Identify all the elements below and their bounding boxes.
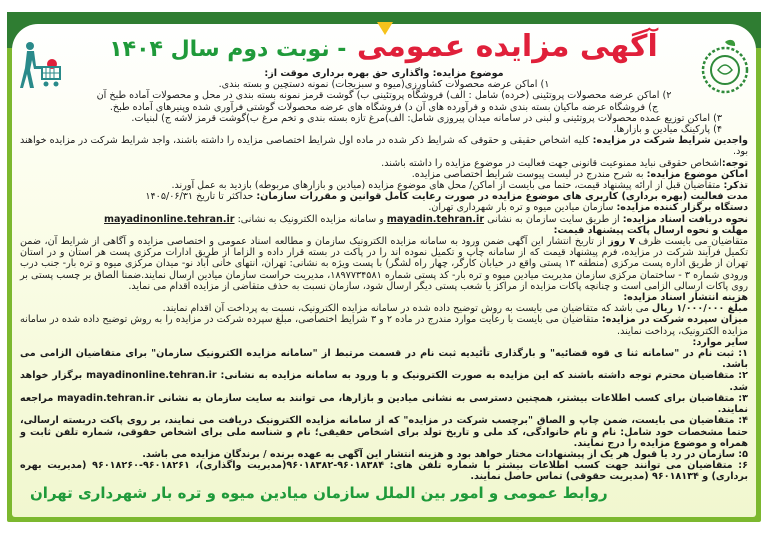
section-label: مدت فعالیت (بهره برداری) کاربری های موضوع مزایده در صورت رعایت کامل قوانین و مقررات سازمان: [256, 191, 748, 203]
section-label: سایر موارد: [692, 336, 748, 348]
site-link[interactable]: mayadin.tehran.ir [386, 213, 485, 225]
section-label: میزان سپرده شرکت در مزایده: [601, 314, 749, 326]
section-label: هزینه انتشار اسناد مزایده: [623, 292, 748, 304]
places-section [20, 169, 748, 180]
cost-text [20, 303, 748, 314]
ad-title [0, 29, 767, 68]
section-text: می باشد که متقاضیان می بایست به روش توضیح داده شده در سامانه مزایده الکترونیک، نسبت به پرداخت آن اقدام نمایند. [162, 303, 652, 315]
other-item: ۲: متقاضیان محترم توجه داشته باشند که این مزایده به صورت الکترونیک و با ورود به سامانه مزایده به نشانی: mayadinonline.tehran.ir برگزار خواهد شد. [20, 370, 748, 393]
section-text: متقاضیان می بایست ظرف [634, 236, 748, 248]
section-label: تذکر: [723, 180, 748, 192]
other-item: ۶: متقاضیان می توانند جهت کسب اطلاعات بیشتر با شماره تلفن های: ۹۶۰۱۸۳۸۴-۹۶۰۱۸۳۸۲(مدیریت واگذاری)، ۹۶۰۱۸۲۶۱-۹۶۰۱۸۲۶۰ (مدیریت بهره برداری) و ۹۶۰۱۸۱۳۴ (مدیریت حقوقی) تماس حاصل نمایند. [20, 460, 748, 483]
section-label: دستگاه برگزار کننده مزایده: [616, 202, 748, 214]
section-label: مهلت و نحوه ارسال پاکت پیشنهاد قیمت: [553, 224, 748, 236]
cost-section [20, 292, 748, 303]
section-text: سازمان میادین میوه و تره بار شهرداری تهران. [428, 202, 617, 214]
section-text: از طریق سایت سازمان به نشانی [484, 213, 623, 225]
organizer-section [20, 202, 748, 213]
subject-item: ج) فروشگاه عرضه ماکیان بسته بندی شده و فرآورده های آن د) فروشگاه های عرضه محصولات گوشتی فرآوری شده وپنیرهای آماده طبخ. [109, 101, 659, 113]
subject-item: ۳) اماکن توزیع عمده محصولات پروتئینی و لبنی در سامانه میدان پیروزی شامل: الف)مرغ تازه بسته بندی و تخم مرغ ب)گوشت قرمز لاشه ج) لبنیات. [131, 112, 722, 124]
documents-section [20, 214, 748, 225]
other-item: ۴: متقاضیان می بایست، ضمن چاپ و الصاق "برچسب شرکت در مزایده" که از سامانه مزایده الکترونیک دریافت می نمایند، بر روی پاکت دربسته ارسالی، حتما مشخصات خود شامل: نام و نام خانوادگی، کد ملی و تاریخ تولد برای اشخاص حقیقی؛ نام و شناسه ملی برای اشخاص حقوقی، شماره تلفن ثابت و همراه و موضوع مزایده را درج نمایند. [20, 415, 748, 449]
cost-amount: مبلغ ۱/۰۰۰/۰۰۰ ریال [651, 303, 748, 315]
subject-item: ۲) اماکن عرضه محصولات پروتئینی (خرده) شامل : الف) فروشگاه پروتئینی ب) گوشت قرمز نمونه بسته بندی در محل و محصولات آماده طبخ آن [96, 90, 672, 102]
other-item: ۵: سازمان در رد یا قبول هر یک از پیشنهادات مختار خواهد بود و هزینه انتشار این آگهی به عهده برنده / برندگان مزایده می باشد. [142, 448, 748, 460]
other-item: ۳: متقاضیان برای کسب اطلاعات بیشتر، همچنین دسترسی به نشانی میادین و بازارها، می توانند به سایت سازمان به نشانی mayadin.tehran.ir مراجعه نمایند. [20, 392, 748, 416]
ad-content [20, 68, 748, 503]
other-section [20, 337, 748, 348]
note-section [20, 158, 748, 169]
section-text: به شرح مندرج در لیست پیوست شرایط اختصاصی مزایده. [411, 168, 647, 180]
section-label: واجدین شرایط شرکت در مزایده: [592, 135, 749, 147]
section-text: متقاضیان می بایست با رعایت موارد مندرج در ماده ۲ و ۳ شرایط اختصاصی، مبلغ سپرده شرکت در مزایده را به روش توضیح داده شده در سامانه مزایده الکترونیک، پرداخت نمایند. [20, 314, 748, 337]
section-text: از تاریخ انتشار این آگهی ضمن ورود به سامانه مزایده الکترونیک سازمان و مطالعه اسناد عمومی و اختصاصی مزایده و آگاهی از شرایط آن، ضمن تکمیل فرآیند شرکت در مزایده، فرم پیشنهاد قیمت که از سامانه چاپ و تکمیل نموده اند را در پاکت در بسته قرار داده و الزاما از طریق ادارات مرکزی پست هر استان و در استان تهران از طریق اداره پست مرکزی (منطقه ۱۳ پستی واقع در خیابان کارگر، چهار راه لشگر) با پست ویژه به نشانی: تهران، انتهای خانی آباد نو- میدان مرکزی میوه و تره بار- جنب درب ورودی شماره ۳ - ساختمان مرکزی سازمان مدیریت میادین میوه و تره بار- کد پستی شماره ۱۸۹۷۷۳۴۵۸۱، مدیریت حراست سازمان میادین ارسال نمایند.ضمنا الصاق بر چسب پستی بر روی پاکات ارسالی الزامی است و چنانچه پاکات مزایده از مراکز یا شعب پستی دیگر ارسال شود، سازمان نسبت به حذف متقاضی از مزایده اقدام می نماید. [20, 236, 749, 292]
subject-item: ۱) اماکن عرضه محصولات کشاورزی(میوه و سبزیجات) نمونه دستچین و بسته بندی. [218, 79, 550, 91]
subject-block [20, 68, 748, 113]
title-main: آگهی مزایده عمومی [356, 29, 658, 64]
reminder-section [20, 180, 748, 191]
section-label: توجه: [721, 157, 748, 169]
deadline-days: ۷ روز [608, 236, 635, 248]
subject-heading: موضوع مزایده: واگذاری حق بهره برداری موقت از: [264, 68, 504, 79]
section-text: اشخاص حقوقی نباید ممنوعیت قانونی جهت فعالیت در موضوع مزایده را داشته باشند. [381, 157, 722, 169]
section-label: اماکن موضوع مزایده: [646, 168, 748, 180]
signature: روابط عمومی و امور بین الملل سازمان میادین میوه و تره بار شهرداری تهران [30, 483, 608, 502]
deadline-text [20, 236, 748, 292]
section-label: نحوه دریافت اسناد مزایده: [622, 213, 748, 225]
eligibility-section [20, 135, 748, 157]
section-text: کلیه اشخاص حقیقی و حقوقی که شرایط ذکر شده در ماده اول شرایط اختصاصی مزایده را داشته باشند، واجد شرایط شرکت در مزایده خواهند بود. [20, 135, 748, 158]
other-item: ۱: ثبت نام در "سامانه ثنا ی قوه قضائیه" و بارگذاری تأئیدیه ثبت نام در قسمت مرتبط از "سامانه مزایده الکترونیک سازمان" برای متقاضیان الزامی می باشد. [20, 348, 748, 371]
title-round: - نوبت دوم سال ۱۴۰۴ [109, 37, 347, 62]
section-text: و سامانه مزایده الکترونیک به نشانی: [234, 213, 387, 225]
deposit-section [20, 314, 748, 336]
subject-item: ۴) پارکینگ میادین و بازارها. [613, 124, 722, 136]
online-auction-link[interactable]: mayadinonline.tehran.ir [104, 213, 235, 225]
deadline-section [20, 225, 748, 236]
duration-section [20, 191, 748, 202]
section-text: متقاضیان قبل از ارائه پیشنهاد قیمت، حتما می بایست از اماکن/ محل های موضوع مزایده (میادین و بازارهای مربوطه) بازدید به عمل آورند. [171, 180, 724, 192]
section-text: حداکثر تا تاریخ ۱۴۰۵/۰۶/۳۱ [145, 191, 257, 203]
